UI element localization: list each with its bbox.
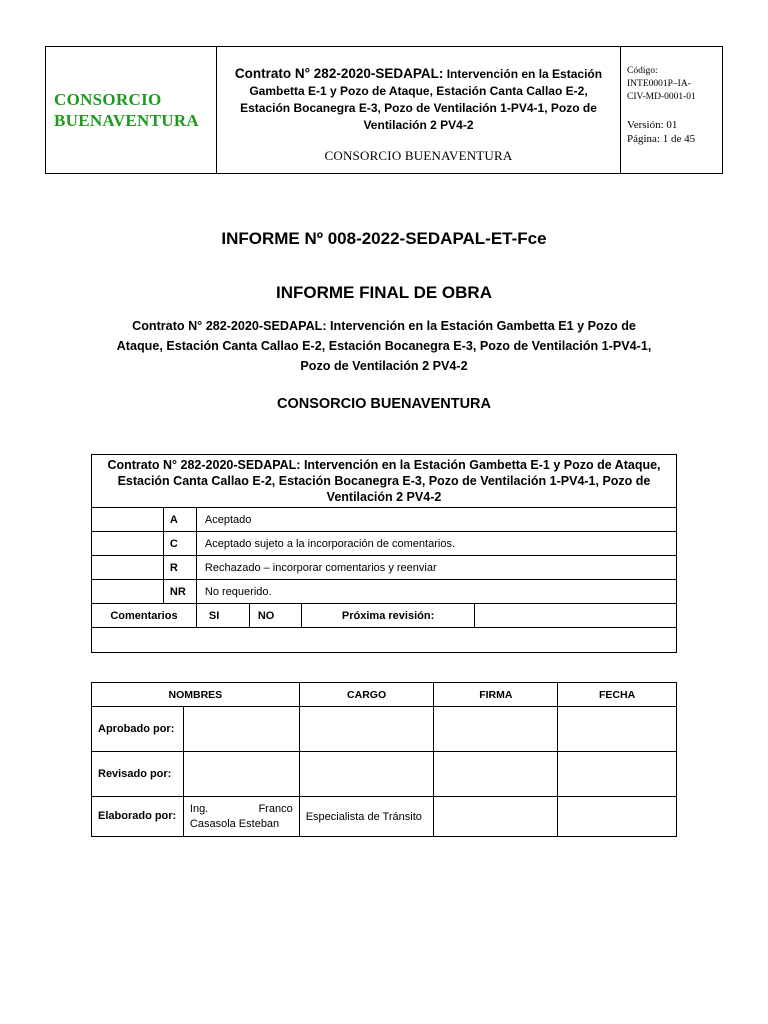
header-nombres: NOMBRES [92,683,300,707]
elaborado-label: Elaborado por: [92,797,184,837]
elaborado-row [92,797,677,837]
revisado-cargo [299,752,434,797]
revisado-row [92,752,677,797]
codigo-label: Código: [627,66,658,76]
status-row [92,556,677,580]
codigo-value-2: CIV-MD-0001-01 [627,92,696,102]
aprobado-label: Aprobado por: [92,707,184,752]
codigo-value-1: INTE0001P–IA- [627,79,691,89]
header-firma: FIRMA [434,683,558,707]
elaborado-nombre: Ing. Franco Casasola Esteban [183,797,299,837]
elaborado-cargo: Especialista de Tránsito [299,797,434,837]
header-cargo: CARGO [299,683,434,707]
logo-line-1: CONSORCIO [54,90,162,109]
comments-blank-row [92,628,677,653]
no-label: NO [249,604,301,628]
informe-final-title: INFORME FINAL DE OBRA [276,283,492,302]
status-row [92,580,677,604]
aprobado-nombre [183,707,299,752]
status-code: A [163,508,196,532]
revisado-firma [434,752,558,797]
header-fecha: FECHA [558,683,677,707]
status-blank-cell [92,556,164,580]
document-header [45,46,723,174]
aprobado-row [92,707,677,752]
status-description: Aceptado sujeto a la incorporación de comentarios. [196,532,676,556]
status-description: Rechazado – incorporar comentarios y reenviar [196,556,676,580]
header-contract-rest: Intervención en la Estación Gambetta E-1 y Pozo de Ataque, Estación Canta Callao E-2, Estación Bocanegra E-3, Pozo de Ventilación 1-PV4-1, Pozo de Ventilación 2 PV4-2 [240,67,603,132]
status-caption-row [92,455,677,508]
elaborado-fecha [558,797,677,837]
header-meta-cell [621,47,722,173]
aprobado-firma [434,707,558,752]
aprobado-fecha [558,707,677,752]
status-blank-cell [92,580,164,604]
header-contract-text [223,65,614,134]
comments-blank-cell [92,628,677,653]
comentarios-label: Comentarios [92,604,197,628]
header-contract-cell [217,47,621,173]
status-table [91,454,677,653]
contract-description: Contrato N° 282-2020-SEDAPAL: Intervención en la Estación Gambetta E1 y Pozo de Ataque, Estación Canta Callao E-2, Estación Bocanegra E-3, Pozo de Ventilación 1-PV4-1, Pozo de Ventilación 2 PV4-2 [116,319,652,373]
status-row [92,508,677,532]
proxima-revision-value [475,604,677,628]
informe-number-title: INFORME Nº 008-2022-SEDAPAL-ET-Fce [221,229,547,248]
status-table-caption: Contrato N° 282-2020-SEDAPAL: Intervención en la Estación Gambetta E-1 y Pozo de Ataque, Estación Canta Callao E-2, Estación Bocanegra E-3, Pozo de Ventilación 1-PV4-1, Pozo de Ventilación 2 PV4-2 [92,455,677,508]
status-code: R [163,556,196,580]
status-description: No requerido. [196,580,676,604]
signature-header-row [92,683,677,707]
pagina-label: Página: 1 de 45 [627,133,696,145]
revisado-nombre [183,752,299,797]
elaborado-firma [434,797,558,837]
version-label: Versión: 01 [627,119,678,131]
header-contract-lead: Contrato N° 282-2020-SEDAPAL: [234,66,444,81]
logo-line-2: BUENAVENTURA [54,111,199,130]
company-logo [46,47,217,173]
aprobado-cargo [299,707,434,752]
status-code: C [163,532,196,556]
si-label: SI [196,604,249,628]
consorcio-title: CONSORCIO BUENAVENTURA [276,396,492,412]
status-blank-cell [92,508,164,532]
header-consorcio: CONSORCIO BUENAVENTURA [324,148,513,163]
comments-row [92,604,677,628]
status-code: NR [163,580,196,604]
status-description: Aceptado [196,508,676,532]
status-row [92,532,677,556]
revisado-label: Revisado por: [92,752,184,797]
revisado-fecha [558,752,677,797]
proxima-revision-label: Próxima revisión: [301,604,475,628]
status-blank-cell [92,532,164,556]
signature-table [91,682,677,837]
